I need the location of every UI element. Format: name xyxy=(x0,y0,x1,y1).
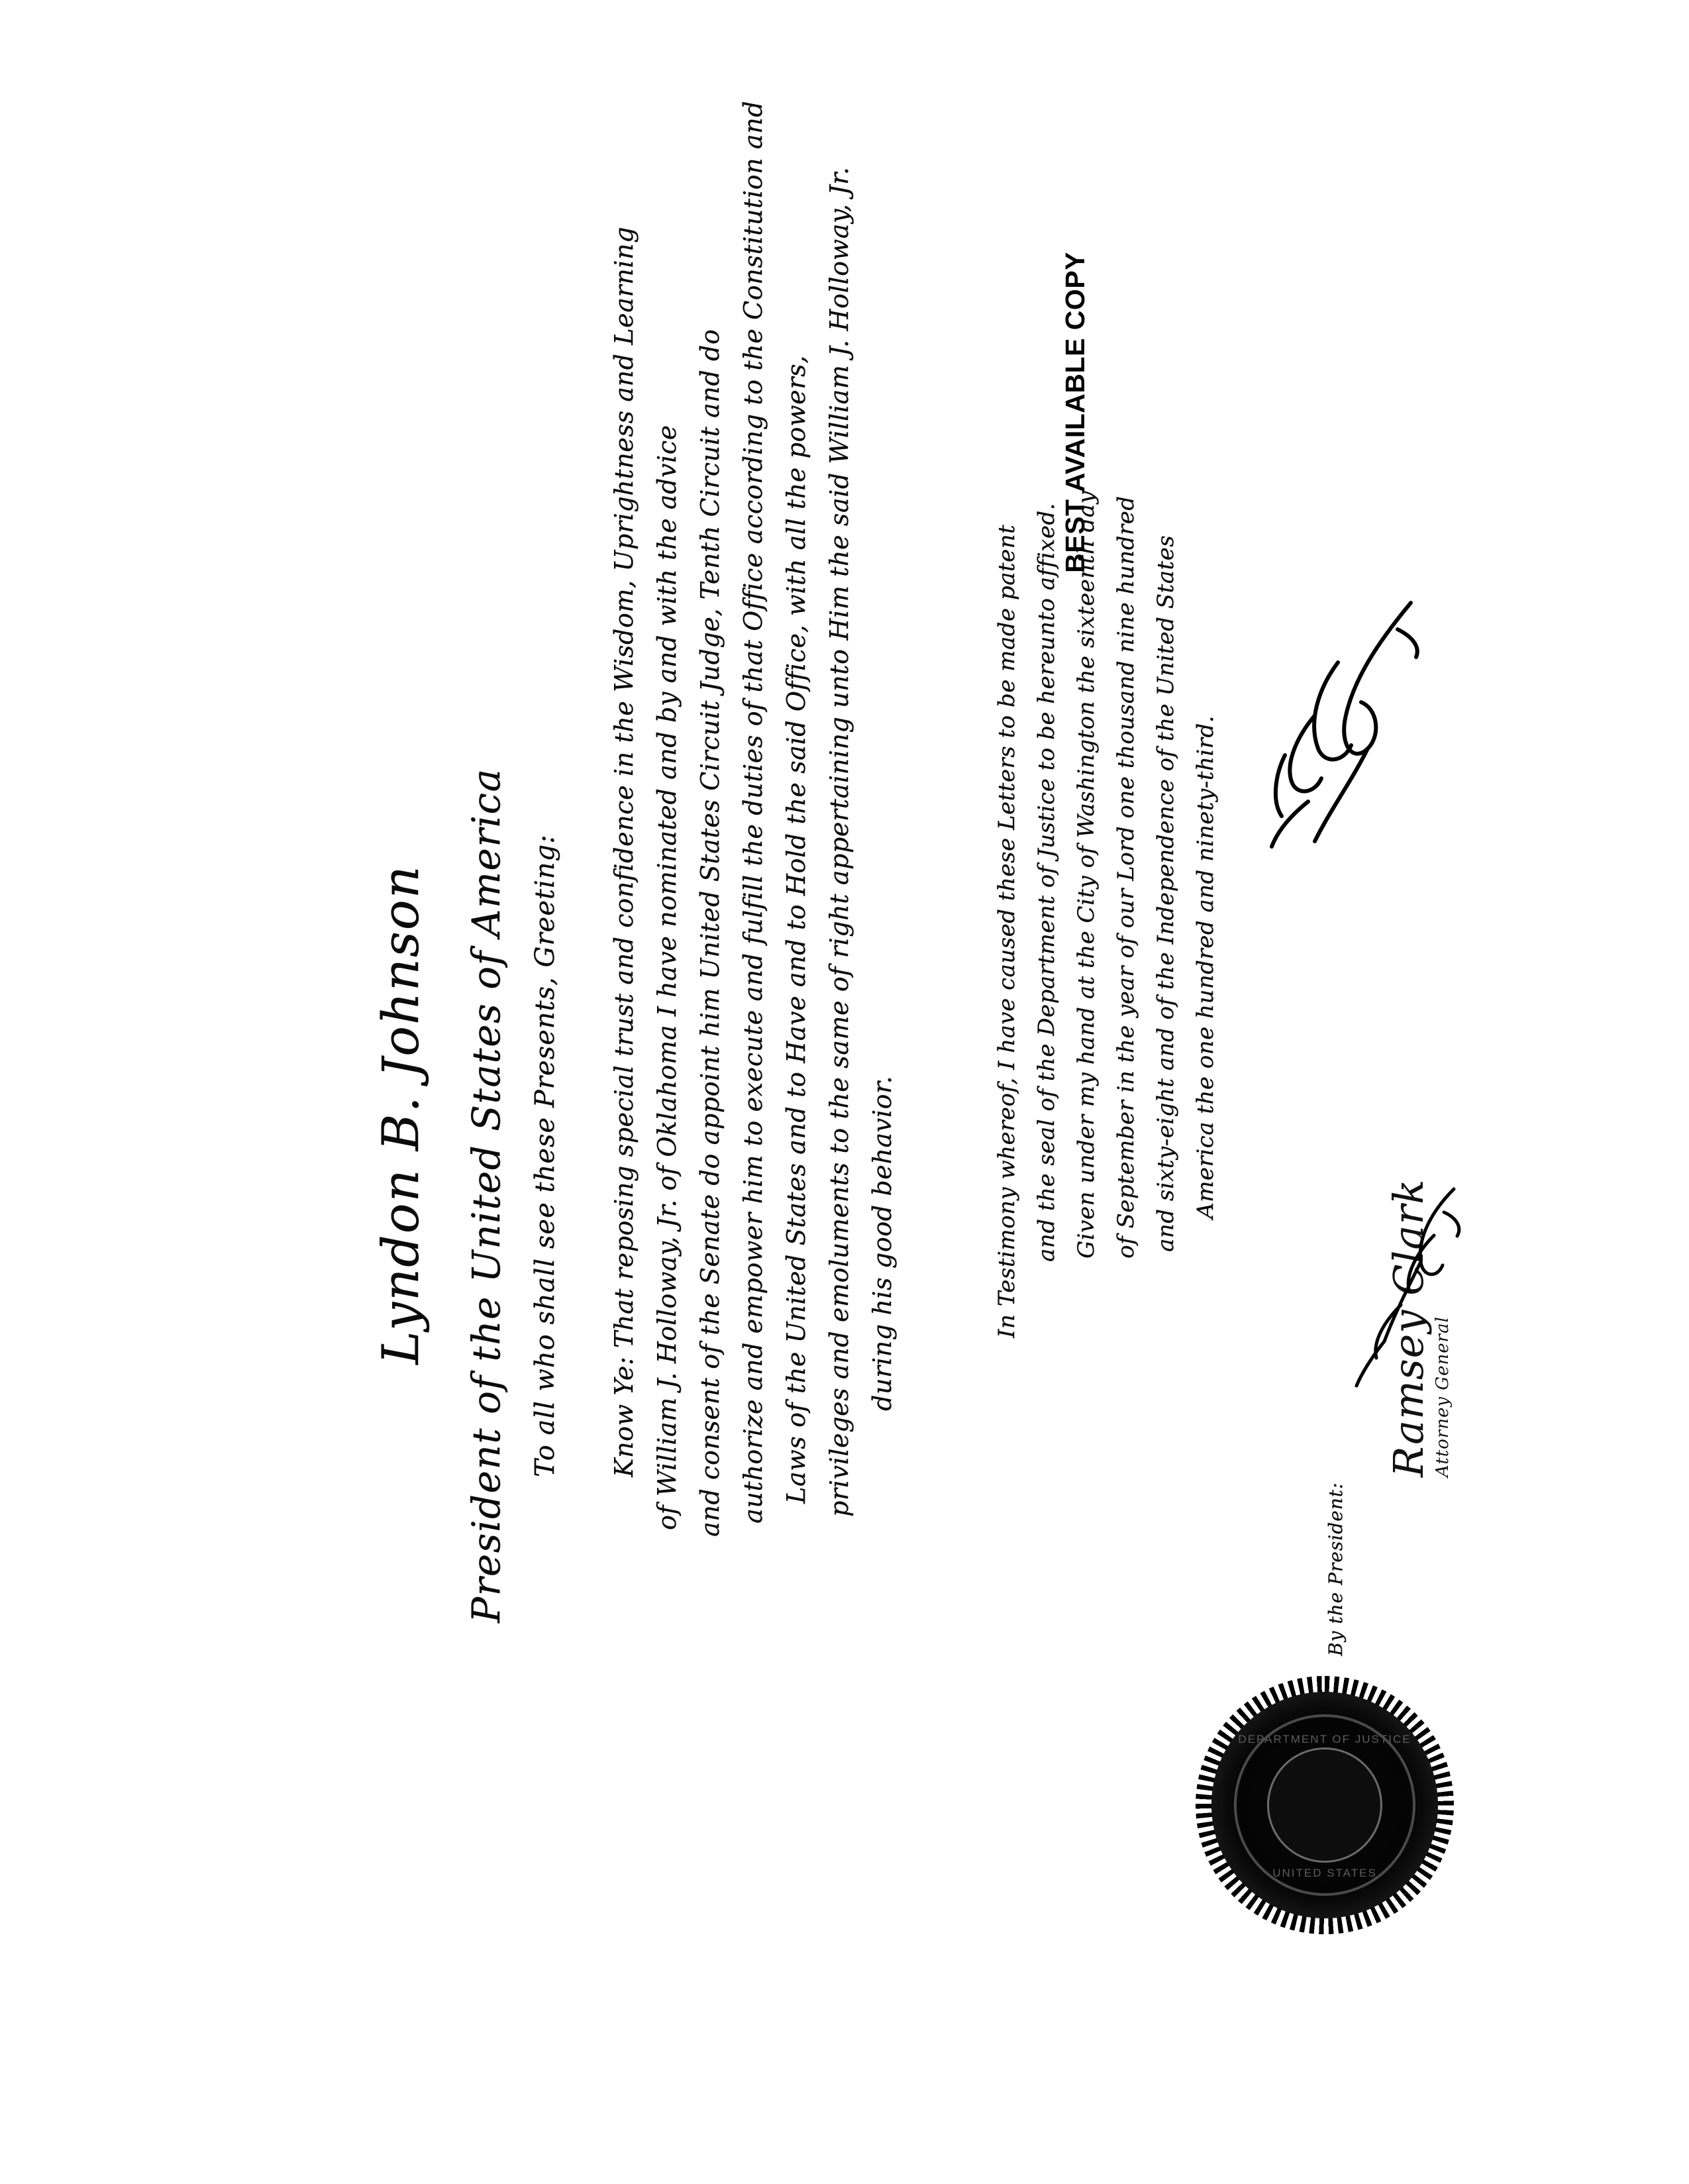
attorney-general-signature xyxy=(1338,1172,1490,1391)
body-line-5 xyxy=(782,355,811,1504)
body-line-1 xyxy=(609,227,639,1524)
greeting-text: To all who shall see these Presents, Greeting: xyxy=(530,834,560,1477)
document-title-line xyxy=(371,864,430,1365)
attestation-line-6 xyxy=(1192,715,1219,1259)
attorney-general-name: Ramsey Clark xyxy=(1384,1178,1433,1477)
body-line-6 xyxy=(825,167,854,1517)
page-title: Lyndon B. Johnson xyxy=(371,864,430,1365)
body-line-4 xyxy=(739,101,768,1524)
document-subtitle-line xyxy=(464,768,509,1624)
attestation-line-5 xyxy=(1152,535,1179,1292)
body-line-7 xyxy=(868,1076,897,1457)
attestation-text: and the seal of the Department of Justice to be hereunto affixed. xyxy=(1033,503,1060,1262)
body-text: and consent of the Senate do appoint him United States Circuit Judge, Tenth Circuit and do xyxy=(695,329,725,1537)
byline xyxy=(1325,1482,1347,1656)
body-line-3 xyxy=(695,329,725,1537)
body-text: privileges and emoluments to the same of right appertaining unto Him the said William J. Holloway, Jr. xyxy=(825,166,854,1517)
attestation-line-4 xyxy=(1113,495,1139,1298)
attestation-text: In Testimony whereof, I have caused these Letters to be made patent xyxy=(994,524,1020,1338)
body-text: of William J. Holloway, Jr. of Oklahoma I have nominated and by and with the advice xyxy=(652,425,682,1530)
body-text: Know Ye: That reposing special trust and confidence in the Wisdom, Uprightness and Learning xyxy=(609,227,639,1477)
president-signature xyxy=(1245,583,1464,861)
attestation-text: and sixty-eight and of the Independence of the United States xyxy=(1152,535,1179,1252)
greeting-line xyxy=(530,834,560,1477)
attestation-line-3 xyxy=(1073,491,1100,1298)
attestation-text: Given under my hand at the City of Washington the sixteenth day xyxy=(1073,490,1100,1259)
best-available-copy-stamp: BEST AVAILABLE COPY xyxy=(1060,252,1090,573)
body-text: during his good behavior. xyxy=(868,1075,897,1411)
attestation-line-1 xyxy=(994,525,1020,1338)
seal-bottom-text: UNITED STATES xyxy=(1272,1867,1377,1879)
attorney-general-caption: Attorney General xyxy=(1433,1316,1453,1477)
body-text: authorize and empower him to execute and fulfill the duties of that Office according to the Constitution and xyxy=(739,101,768,1524)
attestation-line-2 xyxy=(1033,503,1060,1302)
attestation-text: of September in the year of our Lord one thousand nine hundred xyxy=(1113,495,1139,1259)
body-text: Laws of the United States and to Have and to Hold the said Office, with all the powers, xyxy=(782,355,811,1504)
seal-core-emblem xyxy=(1267,1747,1382,1863)
body-line-2 xyxy=(652,425,682,1530)
page-subtitle: President of the United States of America xyxy=(464,768,509,1623)
department-of-justice-seal xyxy=(1196,1676,1454,1934)
attestation-text: America the one hundred and ninety-third. xyxy=(1192,715,1219,1219)
seal-top-text: DEPARTMENT OF JUSTICE xyxy=(1238,1733,1411,1745)
byline-text: By the President: xyxy=(1325,1482,1347,1656)
